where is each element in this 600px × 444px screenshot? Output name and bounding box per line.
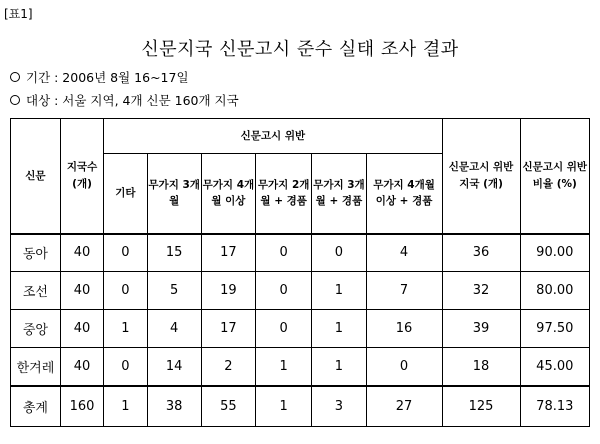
table-row [11,310,590,348]
row-newspaper-name: 조선 [11,272,61,310]
row-cell: 0 [104,348,147,386]
row-cell: 0 [104,272,147,310]
row-violation-rate: 97.50 [520,310,589,348]
info-target-text: 대상 : 서울 지역, 4개 신문 160개 지국 [26,93,239,108]
row-cell: 19 [201,272,255,310]
row-cell: 5 [147,272,201,310]
total-cell: 55 [201,386,255,427]
table-row [11,272,590,310]
row-branch-count: 40 [60,348,103,386]
row-newspaper-name: 한겨레 [11,348,61,386]
header-sub-free3m-gift: 무가지 3개월 + 경품 [312,154,366,234]
row-violation-rate: 45.00 [520,348,589,386]
info-period [10,68,189,86]
info-target [10,91,239,109]
total-cell: 3 [312,386,366,427]
header-sub-free2m-gift: 무가지 2개월 + 경품 [255,154,311,234]
row-cell: 1 [312,310,366,348]
total-violating-branches: 125 [442,386,520,427]
header-branch-count: 지국수 (개) [60,119,103,234]
total-branch-count: 160 [60,386,103,427]
row-cell: 17 [201,310,255,348]
row-newspaper-name: 중앙 [11,310,61,348]
row-cell: 2 [201,348,255,386]
circle-bullet-icon [10,72,20,82]
row-branch-count: 40 [60,310,103,348]
row-cell: 0 [366,348,442,386]
table-tag: [표1] [4,7,33,21]
row-cell: 17 [201,234,255,272]
row-newspaper-name: 동아 [11,234,61,272]
circle-bullet-icon [10,95,20,105]
row-branch-count: 40 [60,234,103,272]
row-cell: 16 [366,310,442,348]
header-violation-rate: 신문고시 위반 비율 (%) [520,119,589,234]
row-cell: 1 [312,348,366,386]
row-violation-rate: 90.00 [520,234,589,272]
header-sub-free4m-gift: 무가지 4개월 이상 + 경품 [366,154,442,234]
total-violation-rate: 78.13 [520,386,589,427]
row-violating-branches: 36 [442,234,520,272]
row-cell: 1 [104,310,147,348]
row-cell: 4 [366,234,442,272]
row-cell: 7 [366,272,442,310]
total-row [11,386,590,427]
header-sub-other: 기타 [104,154,147,234]
row-violation-rate: 80.00 [520,272,589,310]
header-sub-free3m: 무가지 3개월 [147,154,201,234]
total-cell: 1 [104,386,147,427]
header-violating-branches: 신문고시 위반 지국 (개) [442,119,520,234]
row-cell: 0 [104,234,147,272]
total-label: 총계 [11,386,61,427]
results-table [10,118,590,427]
row-violating-branches: 39 [442,310,520,348]
table-row [11,234,590,272]
row-cell: 4 [147,310,201,348]
header-violation-group: 신문고시 위반 [104,119,442,154]
table-row [11,348,590,386]
row-cell: 1 [255,348,311,386]
row-cell: 14 [147,348,201,386]
header-sub-free4m: 무가지 4개월 이상 [201,154,255,234]
total-cell: 1 [255,386,311,427]
row-cell: 0 [255,234,311,272]
row-cell: 0 [312,234,366,272]
row-cell: 0 [255,272,311,310]
row-cell: 1 [312,272,366,310]
row-branch-count: 40 [60,272,103,310]
total-cell: 38 [147,386,201,427]
row-cell: 0 [255,310,311,348]
total-cell: 27 [366,386,442,427]
row-violating-branches: 32 [442,272,520,310]
info-period-text: 기간 : 2006년 8월 16~17일 [26,70,189,85]
row-violating-branches: 18 [442,348,520,386]
header-newspaper: 신문 [11,119,61,234]
page-title: 신문지국 신문고시 준수 실태 조사 결과 [141,39,459,60]
row-cell: 15 [147,234,201,272]
